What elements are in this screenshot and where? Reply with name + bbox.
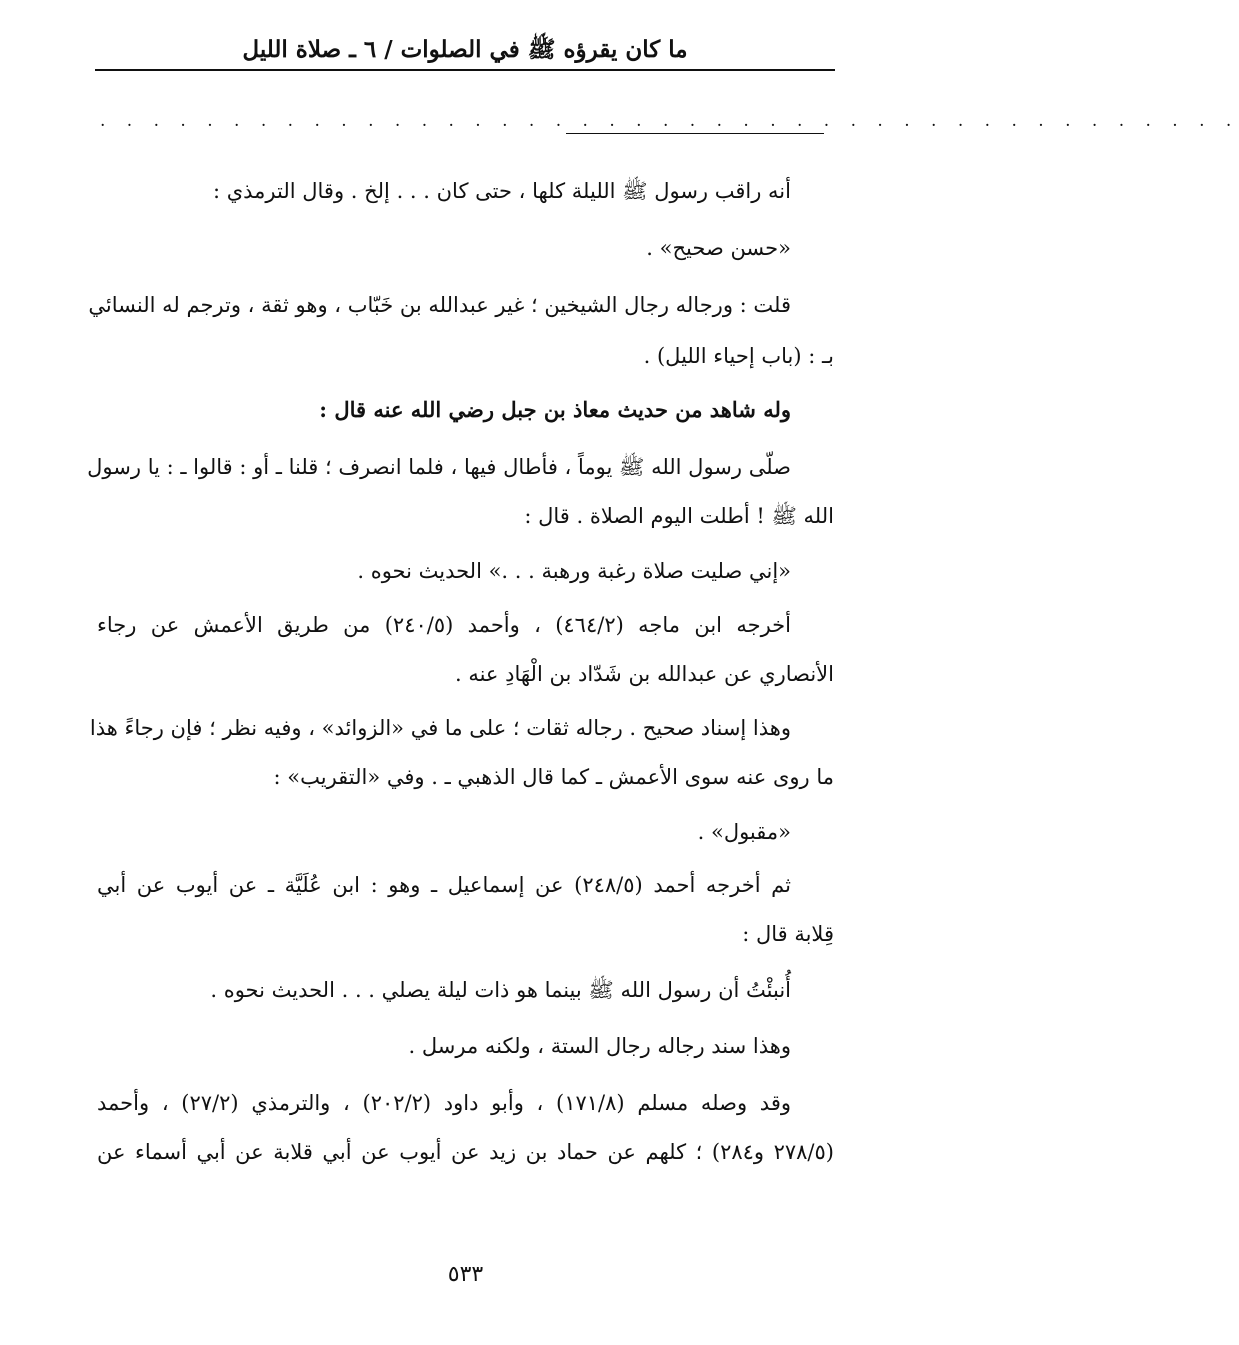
text-line: أنه راقب رسول ﷺ الليلة كلها ، حتى كان . . . إلخ . وقال الترمذي : xyxy=(212,179,791,203)
page-number: ٥٣٣ xyxy=(447,1262,484,1287)
footnote-dotted-leader: . . . . . . . . . . . . . . . . . . . . . . . . . . . . . . . . . . . . . . . . . . . xyxy=(100,111,1239,131)
footnote-separator-rule xyxy=(566,133,824,134)
text-line: وقد وصله مسلم (١٧١/٨) ، وأبو داود (٢٠٢/٢) ، والترمذي (٢٧/٢) ، وأحمد xyxy=(97,1091,792,1115)
text-line: «مقبول» . xyxy=(697,820,791,844)
text-line: ما روى عنه سوى الأعمش ـ كما قال الذهبي ـ . وفي «التقريب» : xyxy=(273,765,834,789)
text-line: الله ﷺ ! أطلت اليوم الصلاة . قال : xyxy=(524,504,834,528)
text-line: وهذا سند رجاله رجال الستة ، ولكنه مرسل . xyxy=(408,1034,791,1058)
running-header-title: ما كان يقرؤه ﷺ في الصلوات / ٦ ـ صلاة الليل xyxy=(242,36,688,63)
text-line: الأنصاري عن عبدالله بن شَدّاد بن الْهَادِ عنه . xyxy=(454,662,834,686)
text-line: صلّى رسول الله ﷺ يوماً ، فأطال فيها ، فلما انصرف ؛ قلنا ـ أو : قالوا ـ : يا رسول xyxy=(87,455,791,479)
text-line: قِلابة قال : xyxy=(742,922,834,946)
text-line: وهذا إسناد صحيح . رجاله ثقات ؛ على ما في «الزوائد» ، وفيه نظر ؛ فإن رجاءً هذا xyxy=(89,716,791,740)
text-line: «إني صليت صلاة رغبة ورهبة . . .» الحديث نحوه . xyxy=(357,559,791,583)
text-line: قلت : ورجاله رجال الشيخين ؛ غير عبدالله بن خَبّاب ، وهو ثقة ، وترجم له النسائي xyxy=(88,293,791,317)
text-line: أخرجه ابن ماجه (٤٦٤/٢) ، وأحمد (٢٤٠/٥) من طريق الأعمش عن رجاء xyxy=(97,613,791,637)
header-rule xyxy=(95,69,835,71)
text-line: «حسن صحيح» . xyxy=(646,236,791,260)
text-line: أُنبئْتُ أن رسول الله ﷺ بينما هو ذات ليلة يصلي . . . الحديث نحوه . xyxy=(210,978,791,1002)
text-line: ثم أخرجه أحمد (٢٤٨/٥) عن إسماعيل ـ وهو : ابن عُلَيَّة ـ عن أيوب عن أبي xyxy=(97,873,791,897)
text-line: (٢٧٨/٥ و٢٨٤) ؛ كلهم عن حماد بن زيد عن أيوب عن أبي قلابة عن أبي أسماء عن xyxy=(97,1140,834,1164)
text-line: وله شاهد من حديث معاذ بن جبل رضي الله عنه قال : xyxy=(319,397,791,422)
text-line: بـ : (باب إحياء الليل) . xyxy=(643,344,834,368)
